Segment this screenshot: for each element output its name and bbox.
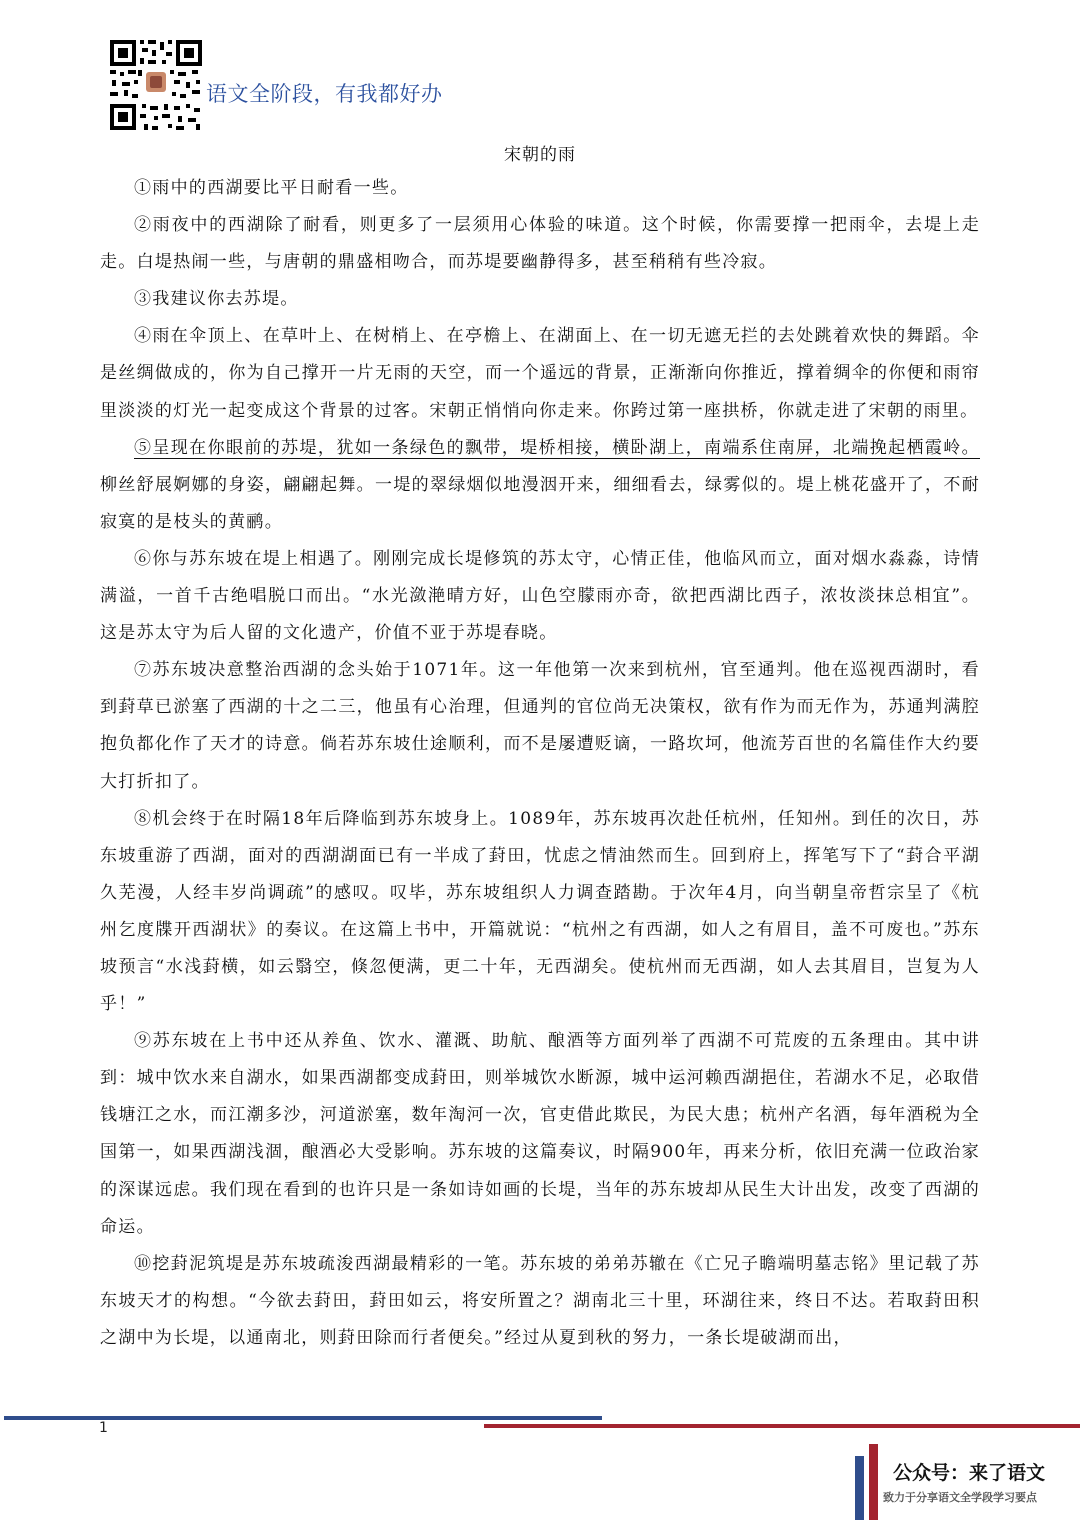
paragraph-7: ⑦苏东坡决意整治西湖的念头始于1071年。这一年他第一次来到杭州，官至通判。他在巡视西湖时，看到葑草已淤塞了西湖的十之二三，他虽有心治理，但通判的官位尚无决策权，欲有作为而无作为，苏通判满腔抱负都化作了天才的诗意。倘若苏东坡仕途顺利，而不是屡遭贬谪，一路坎坷，他流芳百世的名篇佳作大约要大打折扣了。 — [100, 660, 980, 792]
brand-badge — [853, 1444, 1080, 1520]
underlined-sentence: ⑤呈现在你眼前的苏堤，犹如一条绿色的飘带，堤桥相接，横卧湖上，南端系住南屏，北端挽起栖霞岭。 — [134, 437, 980, 458]
qr-code-icon[interactable] — [108, 38, 204, 132]
brand-bar-blue — [855, 1456, 864, 1520]
paragraph-3: ③我建议你去苏堤。 — [134, 289, 299, 310]
paragraph-5-rest: 柳丝舒展婀娜的身姿，翩翩起舞。一堤的翠绿烟似地漫洇开来，细细看去，绿雾似的。堤上桃花盛开了，不耐寂寞的是枝头的黄鹂。 — [100, 474, 980, 532]
paragraph-8: ⑧机会终于在时隔18年后降临到苏东坡身上。1089年，苏东坡再次赴任杭州，任知州。到任的次日，苏东坡重游了西湖，面对的西湖湖面已有一半成了葑田，忧虑之情油然而生。回到府上，挥笔写下了“葑合平湖久芜漫，人经丰岁尚调疏”的感叹。叹毕，苏东坡组织人力调查踏勘。于次年4月，向当朝皇帝哲宗呈了《杭州乞度牒开西湖状》的奏议。在这篇上书中，开篇就说：“杭州之有西湖，如人之有眉目，盖不可废也。”苏东坡预言“水浅葑横，如云翳空，倏忽便满，更二十年，无西湖矣。使杭州而无西湖，如人去其眉目，岂复为人乎！” — [100, 808, 980, 1015]
paragraph-2: ②雨夜中的西湖除了耐看，则更多了一层须用心体验的味道。这个时候，你需要撑一把雨伞，去堤上走走。白堤热闹一些，与唐朝的鼎盛相吻合，而苏堤要幽静得多，甚至稍稍有些冷寂。 — [100, 215, 980, 273]
paragraph-6: ⑥你与苏东坡在堤上相遇了。刚刚完成长堤修筑的苏太守，心情正佳，他临风而立，面对烟水淼淼，诗情满溢，一首千古绝唱脱口而出。“水光潋滟晴方好，山色空朦雨亦奇，欲把西湖比西子，浓妆淡抹总相宜”。这是苏太守为后人留的文化遗产，价值不亚于苏堤春晓。 — [100, 548, 980, 644]
footer-divider-blue — [4, 1416, 602, 1420]
page-number: 1 — [99, 1420, 108, 1436]
paragraph-10: ⑩挖葑泥筑堤是苏东坡疏浚西湖最精彩的一笔。苏东坡的弟弟苏辙在《亡兄子瞻端明墓志铭》里记载了苏东坡天才的构想。“今欲去葑田，葑田如云，将安所置之？湖南北三十里，环湖往来，终日不达。若取葑田积之湖中为长堤，以通南北，则葑田除而行者便矣。”经过从夏到秋的努力，一条长堤破湖而出， — [100, 1253, 980, 1348]
brand-name: 公众号：来了语文 — [893, 1462, 1046, 1484]
brand-bar-red — [869, 1444, 878, 1520]
paragraph-1: ①雨中的西湖要比平日耐看一些。 — [134, 178, 409, 198]
article-title: 宋朝的雨 — [504, 145, 576, 165]
paragraph-4: ④雨在伞顶上、在草叶上、在树梢上、在亭檐上、在湖面上、在一切无遮无拦的去处跳着欢快的舞蹈。伞是丝绸做成的，你为自己撑开一片无雨的天空，而一个遥远的背景，正渐渐向你推近，撑着绸伞的你便和雨帘里淡淡的灯光一起变成这个背景的过客。宋朝正悄悄向你走来。你跨过第一座拱桥，你就走进了宋朝的雨里。 — [100, 326, 980, 421]
article-body — [100, 170, 980, 1357]
brand-slogan: 致力于分享语文全学段学习要点 — [883, 1491, 1037, 1504]
paragraph-9: ⑨苏东坡在上书中还从养鱼、饮水、灌溉、助航、酿酒等方面列举了西湖不可荒废的五条理由。其中讲到：城中饮水来自湖水，如果西湖都变成葑田，则举城饮水断源，城中运河赖西湖挹住，若湖水不足，必取借钱塘江之水，而江潮多沙，河道淤塞，数年淘河一次，官吏借此欺民，为民大患；杭州产名酒，每年酒税为全国第一，如果西湖浅涸，酿酒必大受影响。苏东坡的这篇奏议，时隔900年，再来分析，依旧充满一位政治家的深谋远虑。我们现在看到的也许只是一条如诗如画的长堤，当年的苏东坡却从民生大计出发，改变了西湖的命运。 — [100, 1031, 980, 1237]
header-tagline: 语文全阶段，有我都好办 — [206, 82, 443, 106]
paragraph-5 — [100, 430, 980, 541]
footer-divider-red — [484, 1424, 1080, 1428]
